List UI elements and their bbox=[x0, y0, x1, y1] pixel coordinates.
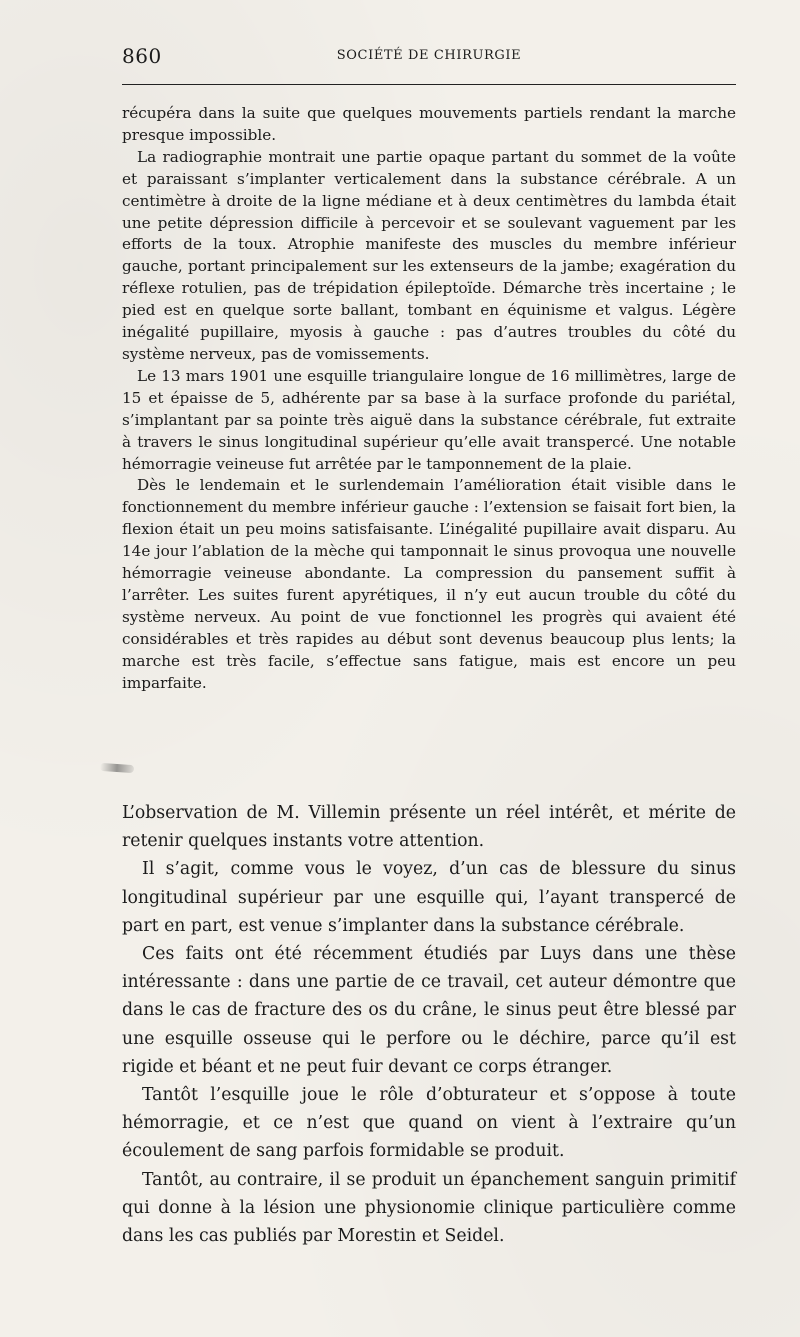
commentary-text bbox=[122, 799, 736, 1250]
commentary-paragraph: Tantôt l’esquille joue le rôle d’obturateur et s’oppose à toute hémorragie, et ce n’est que quand on vient à l’extraire qu’un écoulement de sang parfois formidable se produit. bbox=[122, 1085, 736, 1162]
commentary-paragraph: Tantôt, au contraire, il se produit un épanchement sanguin primitif qui donne à la lésion une physionomie clinique particulière comme dans les cas publiés par Morestin et Seidel. bbox=[122, 1169, 736, 1247]
commentary-paragraph: Il s’agit, comme vous le voyez, d’un cas de blessure du sinus longitudinal supérieur par une esquille qui, l’ayant transpercé de part en part, est venue s’implanter dans la substance cérébrale. bbox=[122, 859, 736, 936]
observation-paragraph: La radiographie montrait une partie opaque partant du sommet de la voûte et paraissant s’implanter verticalement dans la substance cérébrale. A un centimètre à droite de la ligne médiane et à deux centimètres du lambda était une petite dépression difficile à percevoir et se soulevant vaguement par les efforts de la toux. Atrophie manifeste des muscles du membre inférieur gauche, portant principalement sur les extenseurs de la jambe; exagération du réflexe rotulien, pas de trépidation épileptoïde. Démarche très incertaine ; le pied est en quelque sorte ballant, tombant en équinisme et valgus. Légère inégalité pupillaire, myosis à gauche : pas d’autres troubles du côté du système nerveux, pas de vomissements. bbox=[122, 147, 736, 363]
commentary-paragraph: L’observation de M. Villemin présente un réel intérêt, et mérite de retenir quelques instants votre attention. bbox=[122, 803, 736, 852]
running-title: SOCIÉTÉ DE CHIRURGIE bbox=[336, 48, 522, 63]
header-rule bbox=[122, 84, 736, 85]
page-header bbox=[122, 44, 736, 72]
commentary-paragraph: Ces faits ont été récemment étudiés par Luys dans une thèse intéressante : dans une partie de ce travail, cet auteur démontre que dans le cas de fracture des os du crâne, le sinus peut être blessé par une esquille osseuse qui le perfore ou le déchire, parce qu’il est rigide et béant et ne peut fuir devant ce corps étranger. bbox=[122, 944, 736, 1077]
observation-text bbox=[122, 103, 736, 694]
observation-paragraph: Le 13 mars 1901 une esquille triangulaire longue de 16 millimètres, large de 15 et épaisse de 5, adhérente par sa base à la surface profonde du pariétal, s’implantant par sa pointe très aiguë dans la substance cérébrale, fut extraite à travers le sinus longitudinal supérieur qu’elle avait transpercé. Une notable hémorragie veineuse fut arrêtée par le tamponnement de la plaie. bbox=[122, 366, 736, 473]
page-number: 860 bbox=[122, 44, 162, 68]
observation-paragraph: récupéra dans la suite que quelques mouvements partiels rendant la marche presque impossible. bbox=[122, 104, 736, 144]
observation-paragraph: Dès le lendemain et le surlendemain l’amélioration était visible dans le fonctionnement du membre inférieur gauche : l’extension se faisait fort bien, la flexion était un peu moins satisfaisante. L’inégalité pupillaire avait disparu. Au 14e jour l’ablation de la mèche qui tamponnait le sinus provoqua une nouvelle hémorragie veineuse abondante. La compression du pansement suffit à l’arrêter. Les suites furent apyrétiques, il n’y eut aucun trouble du côté du système nerveux. Au point de vue fonctionnel les progrès qui avaient été considérables et très rapides au début sont devenus beaucoup plus lents; la marche est très facile, s’effectue sans fatigue, mais est encore un peu imparfaite. bbox=[122, 476, 736, 692]
ink-smudge bbox=[100, 763, 134, 773]
